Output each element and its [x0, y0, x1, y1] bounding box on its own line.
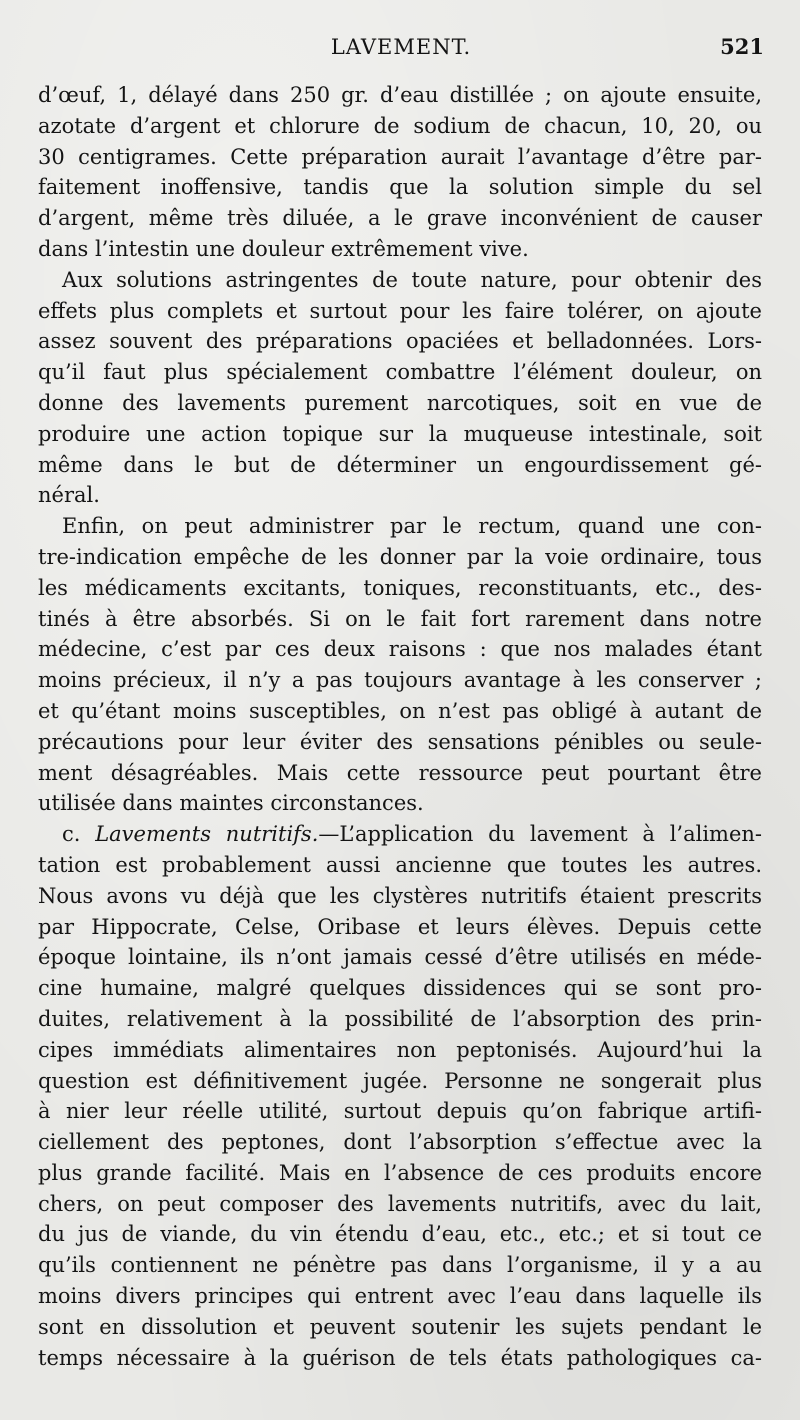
text-line: d’argent, même très diluée, a le grave inconvénient de causer [38, 206, 762, 231]
text-line: cipes immédiats alimentaires non peptonisés. Aujourd’hui la [38, 1037, 762, 1062]
text-line: duites, relativement à la possibilité de l’absorption des prin- [38, 1006, 762, 1031]
text-line: temps nécessaire à la guérison de tels états pathologiques ca- [38, 1345, 762, 1370]
text-line: plus grande facilité. Mais en l’absence de ces produits encore [38, 1160, 762, 1185]
text-line: 30 centigrames. Cette préparation aurait l’avantage d’être par- [38, 144, 762, 169]
text-line: tation est probablement aussi ancienne que toutes les autres. [38, 852, 762, 877]
text-line: époque lointaine, ils n’ont jamais cessé d’être utilisés en méde- [38, 945, 762, 970]
running-title: LAVEMENT. [330, 35, 472, 59]
text-line: Aux solutions astringentes de toute nature, pour obtenir des [62, 267, 762, 292]
text-line: à nier leur réelle utilité, surtout depuis qu’on fabrique artifi- [38, 1099, 762, 1124]
section-marker: c. [62, 822, 96, 847]
text-line: d’œuf, 1, délayé dans 250 gr. d’eau distillée ; on ajoute ensuite, [38, 83, 762, 107]
text-line: effets plus complets et surtout pour les faire tolérer, on ajoute [38, 298, 762, 323]
page-header [38, 30, 764, 64]
text-line: faitement inoffensive, tandis que la solution simple du sel [38, 175, 762, 200]
text-line: Enfin, on peut administrer par le rectum, quand une con- [62, 514, 762, 539]
body-text [38, 80, 762, 1373]
text-line: qu’il faut plus spécialement combattre l’élément douleur, on [38, 360, 762, 385]
text-line: par Hippocrate, Celse, Oribase et leurs élèves. Depuis cette [38, 914, 762, 939]
line-text: —L’application du lavement à l’alimen- [318, 822, 762, 847]
text-line: dans l’intestin une douleur extrêmement vive. [38, 236, 529, 261]
text-line: les médicaments excitants, toniques, reconstituants, etc., des- [38, 575, 762, 600]
text-line: produire une action topique sur la muqueuse intestinale, soit [38, 421, 762, 446]
section-heading: Lavements nutritifs. [95, 822, 319, 847]
text-line: donne des lavements purement narcotiques, soit en vue de [38, 390, 762, 415]
text-line: ciellement des peptones, dont l’absorption s’effectue avec la [38, 1130, 762, 1155]
text-line: même dans le but de déterminer un engourdissement gé- [38, 452, 762, 477]
text-line: sont en dissolution et peuvent soutenir les sujets pendant le [38, 1314, 762, 1339]
text-line: précautions pour leur éviter des sensations pénibles ou seule- [38, 729, 762, 754]
text-line: néral. [38, 483, 100, 508]
text-line: et qu’étant moins susceptibles, on n’est pas obligé à autant de [38, 698, 762, 723]
text-line: ment désagréables. Mais cette ressource peut pourtant être [38, 760, 762, 785]
text-line: qu’ils contiennent ne pénètre pas dans l’organisme, il y a au [38, 1253, 762, 1278]
text-line: médecine, c’est par ces deux raisons : que nos malades étant [38, 637, 762, 662]
text-line: azotate d’argent et chlorure de sodium de chacun, 10, 20, ou [38, 113, 762, 138]
text-line: cine humaine, malgré quelques dissidences qui se sont pro- [38, 976, 762, 1001]
text-line: Nous avons vu déjà que les clystères nutritifs étaient prescrits [38, 883, 762, 908]
text-line: moins divers principes qui entrent avec l’eau dans laquelle ils [38, 1284, 762, 1309]
text-line: tinés à être absorbés. Si on le fait fort rarement dans notre [38, 606, 762, 631]
text-line: chers, on peut composer des lavements nutritifs, avec du lait, [38, 1191, 762, 1216]
text-line: tre-indication empêche de les donner par la voie ordinaire, tous [38, 544, 762, 569]
text-line: utilisée dans maintes circonstances. [38, 791, 424, 816]
text-line [38, 819, 762, 850]
text-line: question est définitivement jugée. Personne ne songerait plus [38, 1068, 762, 1093]
text-line: moins précieux, il n’y a pas toujours avantage à les conserver ; [38, 668, 762, 693]
text-line: assez souvent des préparations opaciées et belladonnées. Lors- [38, 329, 762, 354]
text-line: du jus de viande, du vin étendu d’eau, etc., etc.; et si tout ce [38, 1222, 762, 1247]
page-number: 521 [720, 34, 764, 59]
